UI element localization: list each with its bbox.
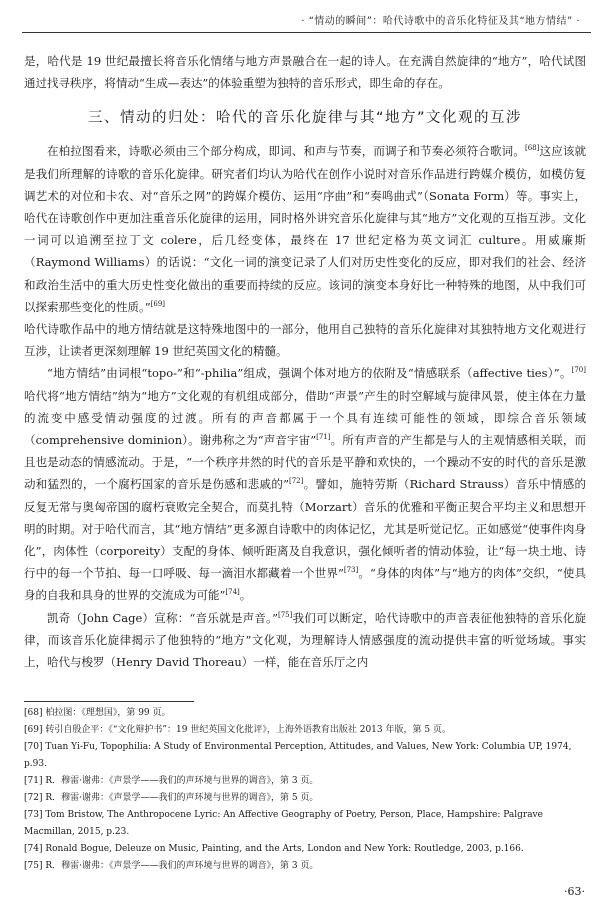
footnote-74: [74] Ronald Bogue, Deleuze on Music, Painting, and the Arts, London and New York: Routledge, 2003, p.166. [24, 844, 524, 854]
footnote-ref-72[interactable]: [72] [289, 477, 304, 486]
footnote-70: [70] Tuan Yi-Fu, Topophilia: A Study of Environmental Perception, Attitudes, and Values, New York: Columbia UP, 1974, p.93. [24, 742, 572, 769]
running-header [0, 11, 613, 37]
paragraph-text: 凯奇（John Cage）宣称：“音乐就是声音。” [47, 610, 278, 625]
section-heading: 三、情动的归处：哈代的音乐化旋律与其“地方”文化观的互涉 [87, 110, 523, 127]
paragraph-text: 。“身体的肉体”与“地方的肉体”交织，“使具身的自我和具身的世界的交流成为可能” [24, 566, 586, 603]
footnotes [24, 701, 586, 875]
footnote-72: [72] R．穆雷·谢弗：《声景学——我们的声环境与世界的调音》，第 5 页。 [24, 793, 319, 803]
footnote-ref-73[interactable]: [73] [343, 566, 359, 575]
footnote-ref-74[interactable]: [74] [225, 588, 240, 597]
footnote-68: [68] 柏拉图：《理想国》，第 99 页。 [24, 708, 171, 718]
paragraph-text: 哈代将“地方情结”纳为“地方”文化观的有机组成部分，借助“声景”产生的时空解域与旋律风景，使主体在力量的流变中感受情动强度的过渡。所有的声音都属于一个具有连续可能性的领域，即综合音乐领域（comprehensive dominion）。谢弗称之为“声音宇宙” [24, 388, 586, 448]
paragraph-map: 哈代诗歌作品中的地方情结就是这特殊地图中的一部分，他用自己独特的音乐化旋律对其独特地方文化观进行互涉，让读者更深刻理解 19 世纪英国文化的精髓。 [24, 322, 586, 359]
header-rule [22, 32, 591, 33]
footnote-ref-69[interactable]: [69] [150, 300, 166, 308]
paragraph-text: 这应该就是我们所理解的诗歌的音乐化旋律。研究者们均认为哈代在创作小说时对音乐作品进行跨媒介模仿，如模仿复调艺术的对位和卡农、对“音乐之网”的跨媒介模仿、运用“序曲”和“奏鸣曲式”（Sonata Form）等。事实上，哈代在诗歌创作中更加注重音乐化旋律的运用，同时格外讲究音乐化旋律与其“地方”文化观的互指互涉。文化一词可以追溯至拉丁文 colere，后几经变体，最终在 17 世纪定格为英文词汇 culture。用威廉斯（Raymond Williams）的话说：“文化一词的演变记录了人们对历史性变化的反应，即对我们的社会、经济和政治生活中的重大历史性变化做出的重要而持续的反应。该词的演变本身好比一种特殊的地图，从中我们可以探索那些变化的性质。” [24, 144, 587, 314]
footnote-rule [24, 701, 194, 702]
running-title: · “情动的瞬间”：哈代诗歌中的音乐化特征及其“地方情结” · [301, 16, 580, 27]
paragraph-text: 。所有声音的产生都是与人的主观情感相关联，而且也是动态的情感流动。于是，“一个秩序井然的时代的音乐是平静和欢快的，一个躁动不安的时代的音乐是激动和猛烈的，一个腐朽国家的音乐是伤感和悲戚的” [24, 433, 586, 492]
footnote-ref-75[interactable]: [75] [278, 610, 293, 619]
paragraph-text: 。譬如，施特劳斯（Richard Strauss）音乐中情感的反复无常与奥匈帝国的腐朽衰败完全契合，而莫扎特（Morzart）音乐的优雅和平衡正契合平均主义和思想开明的时期。对于哈代而言，其“地方情结”更多源自诗歌中的肉体记忆，尤其是听觉记忆。正如感觉“使事件肉身化”，肉体性（corporeity）支配的身体、倾听距离及自我意识，强化倾听者的情动体验，让“每一块土地、诗行中的每一个节拍、每一口呼吸、每一滴泪水都藏着一个世界” [24, 477, 586, 581]
footnote-75: [75] R．穆雷·谢弗：《声景学——我们的声环境与世界的调音》，第 3 页。 [24, 861, 319, 871]
paragraph-text: 我们可以断定，哈代诗歌中的声音表征他独特的音乐化旋律，而该音乐化旋律揭示了他独特的“地方”文化观，为理解诗人情感强度的流动提供丰富的听觉场域。事实上，哈代与梭罗（Henry David Thoreau）一样，能在音乐厅之内 [24, 610, 586, 670]
paragraph-text: “地方情结”由词根“topo-”和“-philia”组成，强调个体对地方的依附及“情感联系（affective ties）”。 [47, 366, 572, 381]
paragraph-plato [24, 140, 586, 318]
footnote-71: [71] R．穆雷·谢弗：《声景学——我们的声环境与世界的调音》，第 3 页。 [24, 776, 319, 786]
paragraph-text: 。 [239, 588, 252, 603]
paragraph-topophilia [24, 362, 586, 606]
paragraph-text: 在柏拉图看来，诗歌必须由三个部分构成，即词、和声与节奏，而调子和节奏必须符合歌词。 [47, 144, 525, 159]
footnote-69: [69] 转引自殷企平：《“文化辩护书”：19 世纪英国文化批评》，上海外语教育出版社 2013 年版，第 5 页。 [24, 725, 451, 735]
article-body [24, 50, 586, 673]
footnote-ref-71[interactable]: [71] [316, 433, 331, 442]
paragraph-continued: 是，哈代是 19 世纪最擅长将音乐化情绪与地方声景融合在一起的诗人。在充满自然旋律的“地方”，哈代试图通过找寻秩序，将情动“生成—表达”的体验重塑为独特的音乐形式，即生命的存在。 [24, 54, 586, 91]
footnote-ref-70[interactable]: [70] [571, 366, 586, 375]
footnote-73: [73] Tom Bristow, The Anthropocene Lyric: An Affective Geography of Poetry, Person, Place, Hampshire: Palgrave Macmillan, 2015, p.23. [24, 810, 543, 837]
page-number: ·63· [564, 885, 585, 898]
paragraph-cage [24, 607, 586, 674]
footnote-ref-68[interactable]: [68] [525, 144, 540, 153]
